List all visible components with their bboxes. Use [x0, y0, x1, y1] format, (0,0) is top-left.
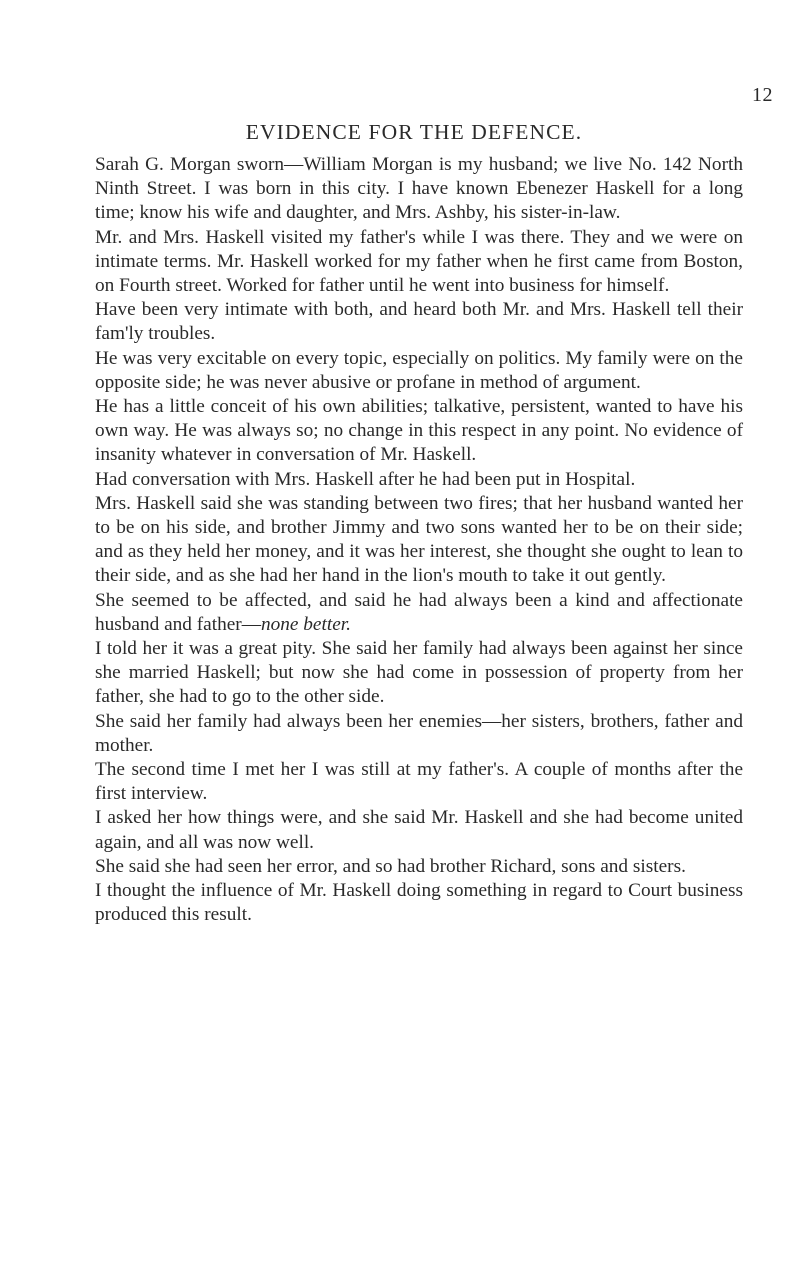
- paragraph-text: She said she had seen her error, and so had brother Richard, sons and sisters.: [95, 855, 686, 877]
- body-text: [95, 153, 743, 928]
- paragraph: [95, 855, 743, 879]
- paragraph: [95, 226, 743, 299]
- paragraph: [95, 347, 743, 395]
- paragraph: [95, 492, 743, 589]
- paragraph-italic-text: none better.: [260, 613, 351, 635]
- paragraph-text: I asked her how things were, and she said Mr. Haskell and she had become united again, and all was now well.: [95, 807, 743, 853]
- paragraph: [95, 298, 743, 346]
- paragraph-text: Have been very intimate with both, and heard both Mr. and Mrs. Haskell tell their fam'ly troubles.: [95, 299, 743, 345]
- paragraph-text: Had conversation with Mrs. Haskell after he had been put in Hospital.: [95, 468, 636, 490]
- paragraph-text: She said her family had always been her enemies—her sisters, brothers, father and mother.: [95, 710, 743, 756]
- paragraph: [95, 637, 743, 710]
- paragraph-text: He was very excitable on every topic, especially on politics. My family were on the opposite side; he was never abusive or profane in method of argument.: [95, 347, 743, 393]
- paragraph: [95, 395, 743, 468]
- page-heading: EVIDENCE FOR THE DEFENCE.: [245, 120, 583, 144]
- paragraph: [95, 806, 743, 854]
- paragraph-text: Mrs. Haskell said she was standing between two fires; that her husband wanted her to be on his side, and brother Jimmy and two sons wanted her to be on their side; and as they held her money, and it was her interest, she thought she ought to lean to their side, and as she had her hand in the lion's mouth to take it out gently.: [95, 492, 743, 587]
- paragraph: [95, 589, 743, 637]
- paragraph: [95, 153, 743, 226]
- paragraph-text: She seemed to be affected, and said he had always been a kind and affectionate husband and father—: [95, 589, 743, 635]
- paragraph: [95, 468, 743, 492]
- paragraph-text: The second time I met her I was still at my father's. A couple of months after the first interview.: [95, 759, 743, 805]
- paragraph-text: I thought the influence of Mr. Haskell doing something in regard to Court business produced this result.: [95, 880, 743, 926]
- page-number: 12: [752, 84, 773, 106]
- paragraph: [95, 758, 743, 806]
- paragraph: [95, 710, 743, 758]
- paragraph-text: He has a little conceit of his own abilities; talkative, persistent, wanted to have his own way. He was always so; no change in this respect in any point. No evidence of insanity whatever in conversation of Mr. Haskell.: [95, 396, 743, 466]
- paragraph-text: Sarah G. Morgan sworn—William Morgan is my husband; we live No. 142 North Ninth Street. I was born in this city. I have known Ebenezer Haskell for a long time; know his wife and daughter, and Mrs. Ashby, his sister-in-law.: [95, 154, 743, 224]
- paragraph-text: I told her it was a great pity. She said her family had always been against her since she married Haskell; but now she had come in possession of property from her father, she had to go to the other side.: [95, 638, 743, 708]
- paragraph-text: Mr. and Mrs. Haskell visited my father's while I was there. They and we were on intimate terms. Mr. Haskell worked for my father when he first came from Boston, on Fourth street. Worked for father until he went into business for himself.: [95, 226, 743, 297]
- paragraph: [95, 879, 743, 927]
